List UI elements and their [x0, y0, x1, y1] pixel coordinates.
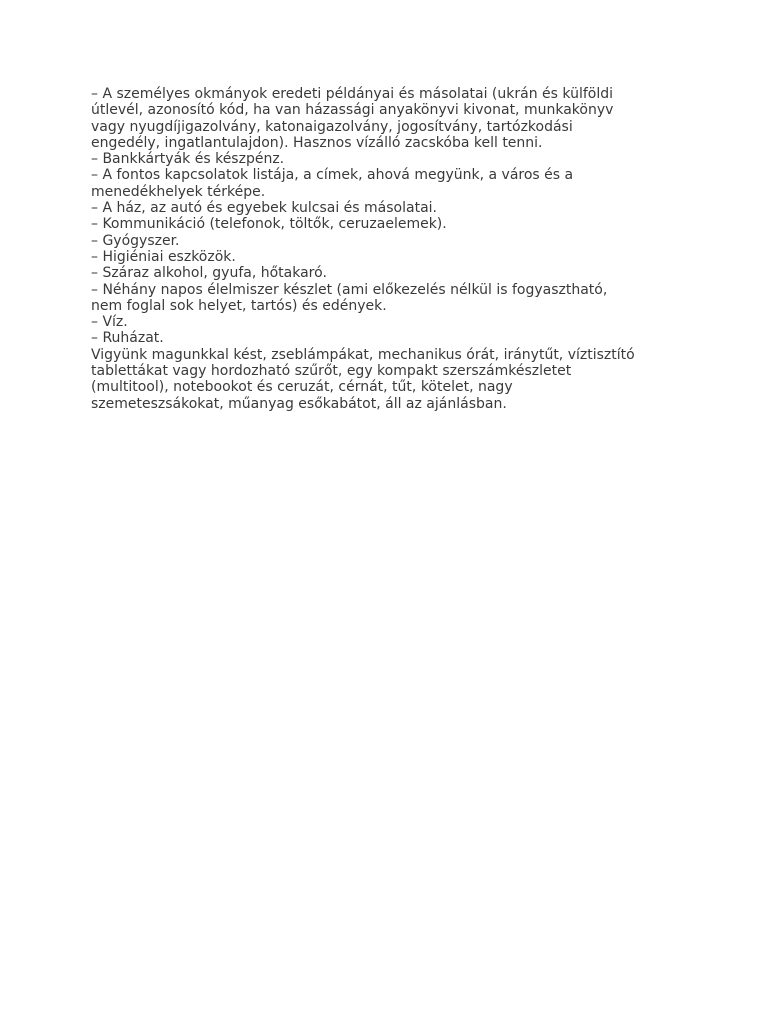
text-line: vagy nyugdíjigazolvány, katonaigazolvány, jogosítvány, tartózkodási: [91, 118, 573, 135]
body-text: [91, 86, 691, 412]
list-item-clothing: – Ruházat.: [91, 330, 164, 347]
list-item-hygiene: – Higiéniai eszközök.: [91, 248, 236, 265]
text-line: engedély, ingatlantulajdon). Hasznos vízálló zacskóba kell tenni.: [91, 134, 543, 151]
recommendation-paragraph: Vigyünk magunkkal kést, zseblámpákat, mechanikus órát, iránytűt, víztisztító: [91, 346, 635, 363]
list-item-bank-cards: – Bankkártyák és készpénz.: [91, 151, 285, 168]
list-item-communication: – Kommunikáció (telefonok, töltők, ceruzaelemek).: [91, 216, 447, 233]
text-line: nem foglal sok helyet, tartós) és edények.: [91, 297, 387, 314]
text-line: menedékhelyek térképe.: [91, 183, 266, 200]
text-line: szemeteszsákokat, műanyag esőkabátot, áll az ajánlásban.: [91, 395, 507, 412]
list-item-food: – Néhány napos élelmiszer készlet (ami előkezelés nélkül is fogyasztható,: [91, 281, 608, 298]
text-line: útlevél, azonosító kód, ha van házassági anyakönyvi kivonat, munkakönyv: [91, 102, 614, 119]
text-line: tablettákat vagy hordozható szűrőt, egy kompakt szerszámkészletet: [91, 363, 572, 380]
list-item-water: – Víz.: [91, 314, 128, 331]
list-item-dry-alcohol: – Száraz alkohol, gyufa, hőtakaró.: [91, 265, 327, 282]
list-item-contacts: – A fontos kapcsolatok listája, a címek, ahová megyünk, a város és a: [91, 167, 574, 184]
list-item-keys: – A ház, az autó és egyebek kulcsai és másolatai.: [91, 200, 437, 217]
text-line: – A személyes okmányok eredeti példányai és másolatai (ukrán és külföldi: [91, 86, 613, 102]
text-line: (multitool), notebookot és ceruzát, cérnát, tűt, kötelet, nagy: [91, 379, 513, 396]
list-item-medicine: – Gyógyszer.: [91, 232, 180, 249]
